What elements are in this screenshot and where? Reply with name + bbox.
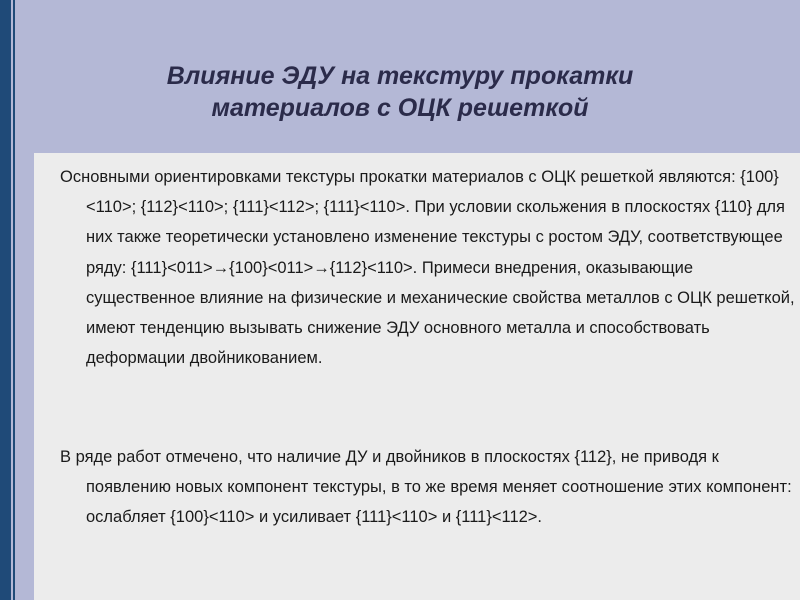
- left-accent-band: [0, 0, 11, 600]
- body-paragraph-1: Основными ориентировками текстуры прокатки материалов с ОЦК решеткой являются: {100}<110>; {112}<110>; {111}<112>; {111}<110>. При условии скольжения в плоскостях {110} для них также теоретически установлено изменение текстуры с ростом ЭДУ, соответствующее ряду: {111}<011>→{100}<011>→{112}<110>. Примеси внедрения, оказывающие существенное влияние на физические и механические свойства металлов с ОЦК решеткой, имеют тенденцию вызывать снижение ЭДУ основного металла и способствовать деформации двойникованием.: [60, 168, 795, 368]
- slide-title: [20, 60, 780, 124]
- slide-title-line-2: материалов с ОЦК решеткой: [211, 94, 589, 122]
- content-panel: [34, 153, 800, 600]
- body-paragraph-2: В ряде работ отмечено, что наличие ДУ и двойников в плоскостях {112}, не приводя к появлению новых компонент текстуры, в то же время меняет соотношение этих компонент: ослабляет {100}<110> и усиливает {111}<110> и {111}<112>.: [60, 448, 792, 527]
- left-accent-stripe: [13, 0, 15, 600]
- slide-title-line-1: Влияние ЭДУ на текстуру прокатки: [166, 62, 634, 90]
